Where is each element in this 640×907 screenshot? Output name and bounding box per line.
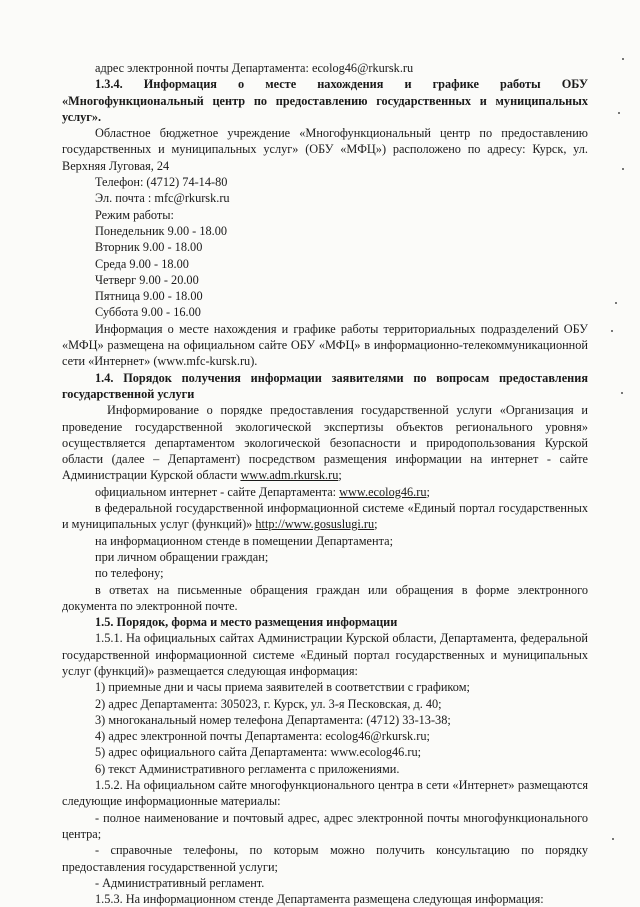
paragraph-1-5-3: 1.5.3. На информационном стенде Департамента размещена следующая информация: [95,892,544,907]
scan-speck [622,58,624,60]
list-item-5: 5) адрес официального сайта Департамента: www.ecolog46.ru; [95,745,422,760]
scan-speck [621,392,623,394]
scan-speck [615,302,617,304]
paragraph-1: адрес электронной почты Департамента: ecolog46@rkursk.ru [95,61,414,75]
paragraph-mfc-address: Областное бюджетное учреждение «Многофункциональный центр по предоставлению государственных и муниципальных услуг» (ОБУ «МФЦ») расположено по адресу: Курск, ул. Верхняя Луговая, 24 [62,126,588,173]
list-item-6: 6) текст Административного регламента с приложениями. [95,761,400,776]
list-item-3: 3) многоканальный номер телефона Департамента: (4712) 33-13-38; [95,712,451,727]
heading-1-4: 1.4. Порядок получения информации заявителями по вопросам предоставления государственной услуги [62,370,588,401]
heading-1-3-4: 1.3.4. Информация о месте нахождения и графике работы ОБУ «Многофункциональный центр по предоставлению государственных и муниципальных услуг». [62,77,588,124]
paragraph-gosuslugi: в федеральной государственной информационной системе «Единый портал государственных и муниципальных услуг (функций)» http://www.gosuslugi.ru; [62,501,588,532]
paragraph-phone: по телефону; [95,566,164,581]
paragraph-personal: при личном обращении граждан; [95,549,269,564]
schedule-thursday: Четверг 9.00 - 20.00 [95,272,199,287]
web-address-link[interactable]: http://www.gosuslugi.ru [255,517,375,532]
paragraph-official-site: официальном интернет - сайте Департамента: www.ecolog46.ru; [95,484,430,499]
mfc-email: Эл. почта : mfc@rkursk.ru [95,191,230,206]
schedule-title: Режим работы: [95,207,174,222]
paragraph-territorial: Информация о месте нахождения и графике работы территориальных подразделений ОБУ «МФЦ» размещена на официальном сайте ОБУ «МФЦ» в информационно-телекоммуникационной сети «Интернет» (www.mfc-kursk.ru). [62,321,588,369]
web-address-link[interactable]: www.ecolog46.ru [339,484,427,499]
paragraph-1-5-2: 1.5.2. На официальном сайте многофункционального центра в сети «Интернет» размещаются следующие информационные материалы: [62,778,588,809]
list-item-1: 1) приемные дни и часы приема заявителей в соответствии с графиком; [95,680,470,695]
dash-item-name-address: - полное наименование и почтовый адрес, адрес электронной почты многофункционального центра; [62,810,588,841]
dash-item-phones: - справочные телефоны, по которым можно получить консультацию по порядку предоставления государственной услуги; [62,843,588,874]
schedule-friday: Пятница 9.00 - 18.00 [95,289,203,304]
schedule-tuesday: Вторник 9.00 - 18.00 [95,240,203,255]
paragraph-written: в ответах на письменные обращения граждан или обращения в форме электронного документа по электронной почте. [62,582,588,613]
schedule-monday: Понедельник 9.00 - 18.00 [95,223,228,238]
mfc-phone: Телефон: (4712) 74-14-80 [95,175,228,190]
scan-speck [618,112,620,114]
paragraph-informing: Информирование о порядке предоставления государственной услуги «Организация и проведение государственной экологической экспертизы объектов регионального уровня» осуществляется департаментом экологической безопасности и природопользования Курской области (далее – Департамент) посредством размещения информации на интернет - сайте Администрации Курской области www.adm.rkursk.ru; [62,403,588,483]
scan-speck [611,330,613,332]
document-body [62,60,588,907]
paragraph-1-5-1: 1.5.1. На официальных сайтах Администрации Курской области, Департамента, федеральной государственной информационной системе «Единый портал государственных и муниципальных услуг (функций)» размещается следующая информация: [62,631,588,678]
scan-speck [622,168,624,170]
dash-item-regulation: - Административный регламент. [95,875,265,890]
list-item-4: 4) адрес электронной почты Департамента: ecolog46@rkursk.ru; [95,729,430,744]
schedule-wednesday: Среда 9.00 - 18.00 [95,256,189,271]
list-item-2: 2) адрес Департамента: 305023, г. Курск, ул. 3-я Песковская, д. 40; [95,696,442,711]
scan-speck [612,838,614,840]
heading-1-5: 1.5. Порядок, форма и место размещения информации [95,615,398,630]
schedule-saturday: Суббота 9.00 - 16.00 [95,305,201,320]
paragraph-stand: на информационном стенде в помещении Департамента; [95,533,393,548]
web-address-link[interactable]: www.adm.rkursk.ru [240,468,339,483]
